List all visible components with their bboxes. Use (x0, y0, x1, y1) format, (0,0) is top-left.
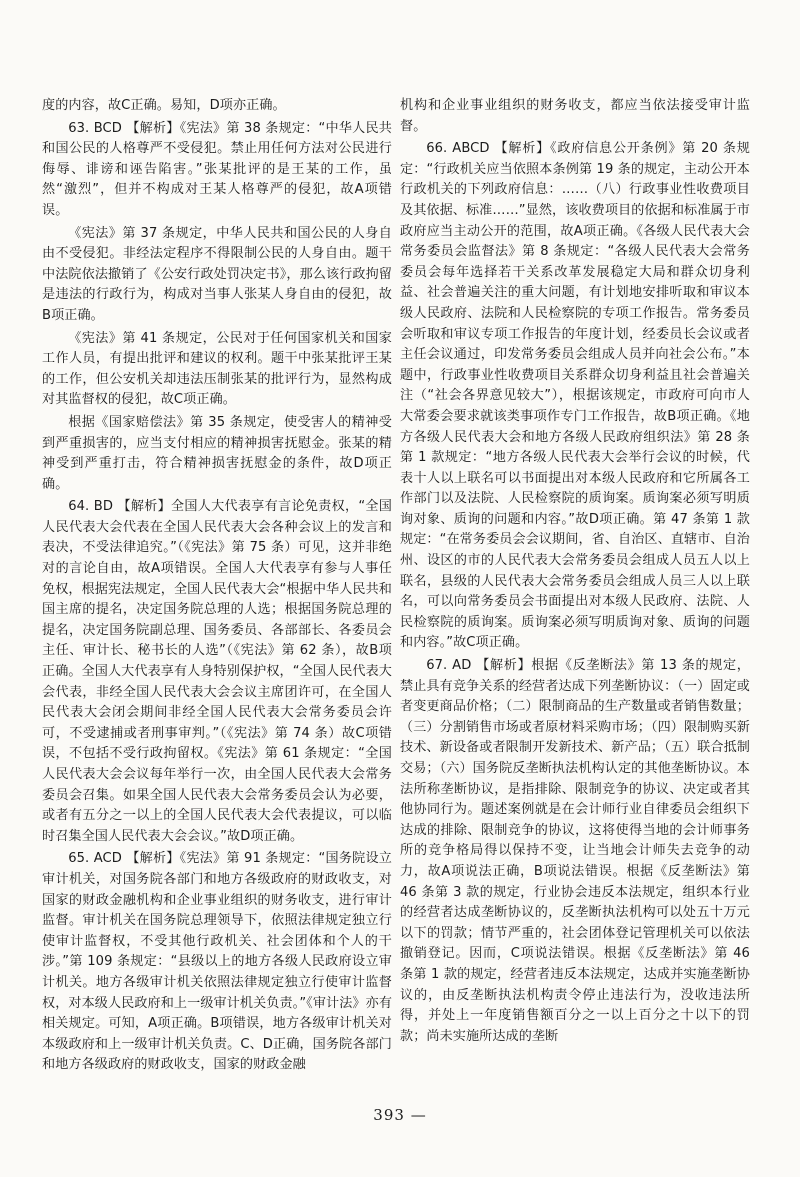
paragraph: 根据《国家赔偿法》第 35 条规定，使受害人的精神受到严重损害的，应当支付相应的精神损害抚慰金。张某的精神受到严重打击，符合精神损害抚慰金的条件，故D项正确。 (42, 414, 392, 492)
answer-63: 63. BCD 【解析】《宪法》第 38 条规定：“中华人民共和国公民的人格尊严不受侵犯。禁止用任何方法对公民进行侮辱、诽谤和诬告陷害。”张某批评的是王某的工作，虽然“激烈”，但并不构成对王某人格尊严的侵犯，故A项错误。 (42, 120, 392, 218)
answer-64: 64. BD 【解析】全国人大代表享有言论免责权，“全国人民代表大会代表在全国人民代表大会各种会议上的发言和表决，不受法律追究。”（《宪法》第 75 条）可见，这并非绝对的言论自由，故A项错误。全国人大代表享有参与人事任免权，根据宪法规定，全国人民代表大会“根据中华人民共和国主席的提名，决定国务院总理的人选；根据国务院总理的提名，决定国务院副总理、国务委员、各部部长、各委员会主任、审计长、秘书长的人选”（《宪法》第 62 条），故B项正确。全国人大代表享有人身特别保护权，“全国人民代表大会代表，非经全国人民代表大会会议主席团许可，在全国人民代表大会闭会期间非经全国人民代表大会常务委员会许可，不受逮捕或者刑事审判。”（《宪法》第 74 条）故C项错误，不包括不受行政拘留权。《宪法》第 61 条规定：“全国人民代表大会会议每年举行一次，由全国人民代表大会常务委员会召集。如果全国人民代表大会常务委员会认为必要，或者有五分之一以上的全国人民代表大会代表提议，可以临时召集全国人民代表大会会议。”故D项正确。 (42, 499, 392, 844)
paragraph: 机构和企业事业组织的财务收支，都应当依法接受审计监督。 (400, 98, 750, 134)
page-number: 393 — (373, 1106, 427, 1124)
paragraph: 度的内容，故C正确。易知，D项亦正确。 (42, 98, 286, 113)
answer-67: 67. AD 【解析】根据《反垄断法》第 13 条的规定，禁止具有竞争关系的经营者达成下列垄断协议：（一）固定或者变更商品价格；（二）限制商品的生产数量或者销售数量；（三）分割销售市场或者原材料采购市场；（四）限制购买新技术、新设备或者限制开发新技术、新产品；（五）联合抵制交易；（六）国务院反垄断执法机构认定的其他垄断协议。本法所称垄断协议，是指排除、限制竞争的协议、决定或者其他协同行为。题述案例就是在会计师行业自律委员会组织下达成的排除、限制竞争的协议，这将使得当地的会计师事务所的竞争格局得以保持不变，让当地会计师失去竞争的动力，故A项说法正确，B项说法错误。根据《反垄断法》第 46 条第 3 款的规定，行业协会违反本法规定，组织本行业的经营者达成垄断协议的，反垄断执法机构可以处五十万元以下的罚款；情节严重的，社会团体登记管理机关可以依法撤销登记。因而，C项说法错误。根据《反垄断法》第 46 条第 1 款的规定，经营者违反本法规定，达成并实施垄断协议的，由反垄断执法机构责令停止违法行为，没收违法所得，并处上一年度销售额百分之一以上百分之十以下的罚款；尚未实施所达成的垄断 (400, 658, 750, 1044)
left-column (42, 96, 392, 1078)
answer-65: 65. ACD 【解析】《宪法》第 91 条规定：“国务院设立审计机关，对国务院各部门和地方各级政府的财政收支，对国家的财政金融机构和企业事业组织的财务收支，进行审计监督。审计机关在国务院总理领导下，依照法律规定独立行使审计监督权，不受其他行政机关、社会团体和个人的干涉。”第 109 条规定：“县级以上的地方各级人民政府设立审计机关。地方各级审计机关依照法律规定独立行使审计监督权，对本级人民政府和上一级审计机关负责。”《审计法》亦有相关规定。可知，A项正确。B项错误，地方各级审计机关对本级政府和上一级审计机关负责。C、D正确，国务院各部门和地方各级政府的财政收支，国家的财政金融 (42, 851, 393, 1073)
paragraph: 《宪法》第 37 条规定，中华人民共和国公民的人身自由不受侵犯。非经法定程序不得限制公民的人身自由。题干中法院依法撤销了《公安行政处罚决定书》，那么该行政拘留是违法的行政行为，构成对当事人张某人身自由的侵犯，故B项正确。 (42, 225, 392, 323)
right-column (400, 96, 750, 1049)
answer-66: 66. ABCD 【解析】《政府信息公开条例》第 20 条规定：“行政机关应当依照本条例第 19 条的规定，主动公开本行政机关的下列政府信息：……（八）行政事业性收费项目及其依据、标准……”显然，该收费项目的依据和标准属于市政府应当主动公开的范围，故A项正确。《各级人民代表大会常务委员会监督法》第 8 条规定：“各级人民代表大会常务委员会每年选择若干关系改革发展稳定大局和群众切身利益、社会普遍关注的重大问题，有计划地安排听取和审议本级人民政府、法院和人民检察院的专项工作报告。常务委员会听取和审议专项工作报告的年度计划，经委员长会议或者主任会议通过，印发常务委员会组成人员并向社会公布。”本题中，行政事业性收费项目关系群众切身利益且社会普遍关注（“社会各界意见较大”），根据该规定，市政府可向市人大常委会要求就该类事项作专门工作报告，故B项正确。《地方各级人民代表大会和地方各级人民政府组织法》第 28 条第 1 款规定：“地方各级人民代表大会举行会议的时候，代表十人以上联名可以书面提出对本级人民政府和它所属各工作部门以及法院、人民检察院的质询案。质询案必须写明质询对象、质询的问题和内容。”故D项正确。第 47 条第 1 款规定：“在常务委员会会议期间，省、自治区、直辖市、自治州、设区的市的人民代表大会常务委员会组成人员五人以上联名，县级的人民代表大会常务委员会组成人员三人以上联名，可以向常务委员会书面提出对本级人民政府、法院、人民检察院的质询案。质询案必须写明质询对象、质询的问题和内容。”故C项正确。 (400, 141, 750, 651)
paragraph: 《宪法》第 41 条规定，公民对于任何国家机关和国家工作人员，有提出批评和建议的权利。题干中张某批评王某的工作，但公安机关却违法压制张某的批评行为，显然构成对其监督权的侵犯，故C项正确。 (42, 330, 392, 408)
